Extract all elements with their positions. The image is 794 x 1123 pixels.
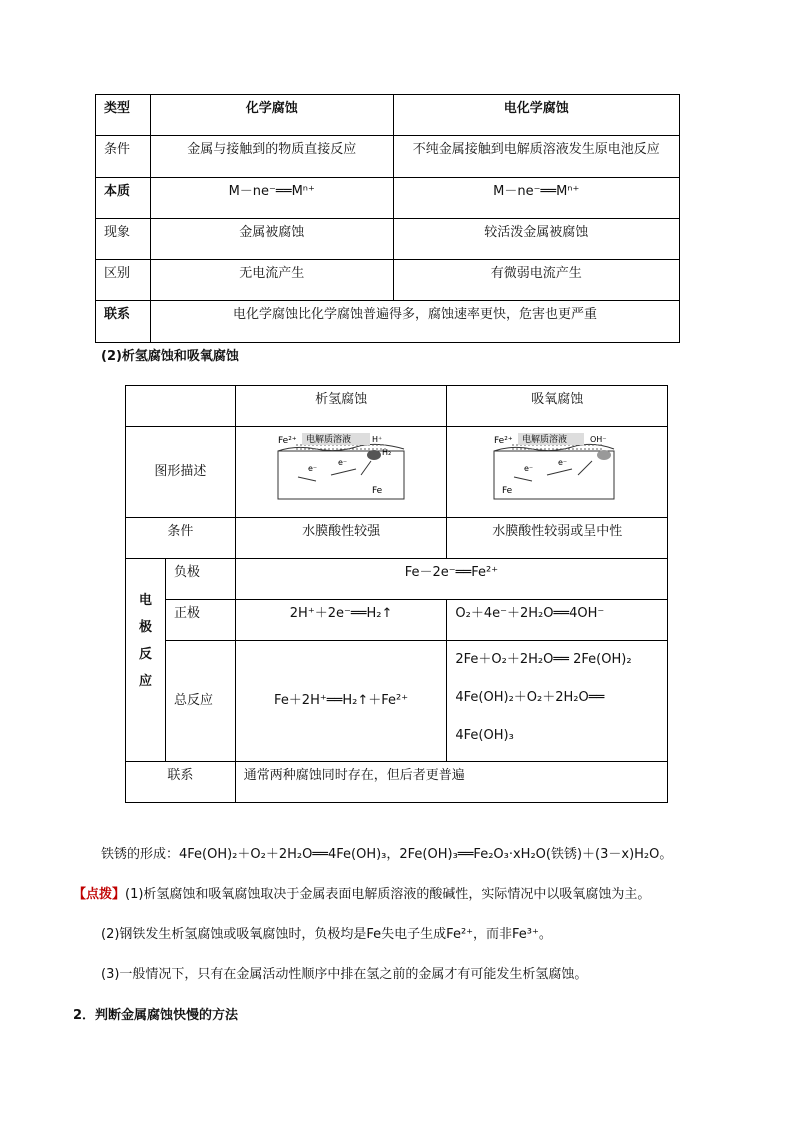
blank-header bbox=[126, 386, 236, 427]
section-heading: 2．判断金属腐蚀快慢的方法 bbox=[73, 1008, 239, 1023]
cell: 有微弱电流产生 bbox=[393, 260, 680, 301]
rel-text: 通常两种腐蚀同时存在，但后者更普遍 bbox=[235, 762, 667, 803]
fe-ion-label: Fe²⁺ bbox=[278, 436, 297, 446]
header-electrochemical: 电化学腐蚀 bbox=[393, 95, 680, 136]
cell: M－ne⁻══Mⁿ⁺ bbox=[393, 178, 680, 219]
h-ion-label: H⁺ bbox=[372, 435, 383, 444]
hydrogen-corrosion-figure bbox=[276, 431, 406, 501]
tip-text: (1)析氢腐蚀和吸氧腐蚀取决于金属表面电解质溶液的酸碱性，实际情况中以吸氧腐蚀为主。 bbox=[125, 887, 651, 902]
oh-ion-label: OH⁻ bbox=[590, 435, 607, 444]
corrosion-type-table bbox=[95, 94, 680, 343]
table-row bbox=[96, 301, 680, 343]
rel-label: 联系 bbox=[126, 762, 236, 803]
header-type: 类型 bbox=[96, 95, 151, 136]
tip-tag: 【点拨】 bbox=[73, 887, 126, 902]
header-hydrogen: 析氢腐蚀 bbox=[235, 386, 447, 427]
hydrogen-oxygen-corrosion-table bbox=[125, 385, 668, 803]
pos-label: 正极 bbox=[165, 600, 235, 641]
cell: 金属被腐蚀 bbox=[150, 219, 393, 260]
table-row bbox=[96, 136, 680, 178]
oxygen-corrosion-figure bbox=[492, 431, 622, 501]
fig-cell-hydrogen bbox=[235, 427, 447, 518]
cell: M－ne⁻══Mⁿ⁺ bbox=[150, 178, 393, 219]
relation-cell: 电化学腐蚀比化学腐蚀普遍得多，腐蚀速率更快，危害也更严重 bbox=[150, 301, 679, 343]
metal-label: Fe bbox=[372, 486, 383, 496]
vert-char: 反 bbox=[138, 647, 152, 662]
fig-label: 图形描述 bbox=[126, 427, 236, 518]
metal-label: Fe bbox=[502, 486, 513, 496]
fig-cell-oxygen bbox=[447, 427, 668, 518]
row-label: 现象 bbox=[96, 219, 151, 260]
fe-ion-label: Fe²⁺ bbox=[494, 436, 513, 446]
total-line: 2Fe＋O₂＋2H₂O══ 2Fe(OH)₂ bbox=[455, 652, 632, 667]
total-line: 4Fe(OH)₃ bbox=[455, 728, 514, 743]
cond-oxygen: 水膜酸性较弱或呈中性 bbox=[447, 518, 668, 559]
cond-label: 条件 bbox=[126, 518, 236, 559]
vert-char: 应 bbox=[138, 674, 152, 689]
total-line: 4Fe(OH)₂＋O₂＋2H₂O══ bbox=[455, 690, 605, 705]
subtitle: (2)析氢腐蚀和吸氧腐蚀 bbox=[101, 349, 239, 364]
cell: 不纯金属接触到电解质溶液发生原电池反应 bbox=[393, 136, 680, 178]
row-label: 区别 bbox=[96, 260, 151, 301]
neg-label: 负极 bbox=[165, 559, 235, 600]
cell: 金属与接触到的物质直接反应 bbox=[150, 136, 393, 178]
cell: 较活泼金属被腐蚀 bbox=[393, 219, 680, 260]
neg-reaction: Fe－2e⁻══Fe²⁺ bbox=[235, 559, 667, 600]
row-label: 条件 bbox=[96, 136, 151, 178]
film-label: 电解质溶液 bbox=[522, 435, 568, 445]
tip-line-2: (2)钢铁发生析氢腐蚀或吸氧腐蚀时，负极均是Fe失电子生成Fe²⁺，而非Fe³⁺。 bbox=[101, 927, 552, 942]
total-label: 总反应 bbox=[165, 641, 235, 762]
cell: 无电流产生 bbox=[150, 260, 393, 301]
table-row bbox=[96, 178, 680, 219]
row-label: 联系 bbox=[96, 301, 151, 343]
row-label: 本质 bbox=[96, 178, 151, 219]
total-oxygen bbox=[447, 641, 668, 762]
table-row bbox=[96, 260, 680, 301]
film-label: 电解质溶液 bbox=[306, 435, 352, 445]
header-oxygen: 吸氧腐蚀 bbox=[447, 386, 668, 427]
gas-label: H₂ bbox=[382, 448, 392, 457]
electron-label: e⁻ bbox=[308, 464, 318, 473]
electrode-reaction-label bbox=[126, 559, 166, 762]
tip-line-1 bbox=[73, 883, 650, 902]
table-row bbox=[96, 219, 680, 260]
vert-char: 极 bbox=[138, 620, 152, 635]
rust-formation: 铁锈的形成：4Fe(OH)₂＋O₂＋2H₂O══4Fe(OH)₃，2Fe(OH)₃══Fe₂O₃·xH₂O(铁锈)＋(3－x)H₂O。 bbox=[101, 847, 673, 862]
pos-hydrogen: 2H⁺＋2e⁻══H₂↑ bbox=[235, 600, 447, 641]
tip-line-3: (3)一般情况下，只有在金属活动性顺序中排在氢之前的金属才有可能发生析氢腐蚀。 bbox=[101, 967, 588, 982]
vert-char: 电 bbox=[138, 593, 152, 608]
header-chemical: 化学腐蚀 bbox=[150, 95, 393, 136]
total-hydrogen: Fe＋2H⁺══H₂↑＋Fe²⁺ bbox=[235, 641, 447, 762]
electron-label: e⁻ bbox=[558, 458, 568, 467]
electron-label: e⁻ bbox=[338, 458, 348, 467]
cond-hydrogen: 水膜酸性较强 bbox=[235, 518, 447, 559]
pos-oxygen: O₂＋4e⁻＋2H₂O══4OH⁻ bbox=[447, 600, 668, 641]
electron-label: e⁻ bbox=[524, 464, 534, 473]
